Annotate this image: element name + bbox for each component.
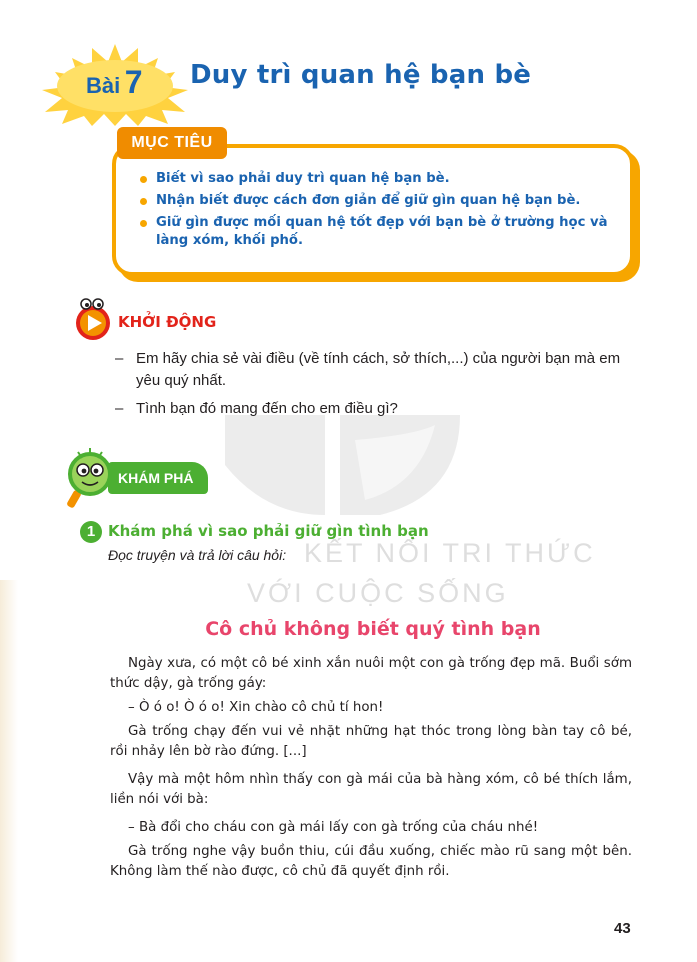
dash-bullet: – [115, 350, 124, 367]
lesson-label: Bài [86, 73, 121, 98]
reading-instruction: Đọc truyện và trả lời câu hỏi: [108, 547, 287, 563]
play-mascot-icon [70, 296, 116, 342]
objective-item: Biết vì sao phải duy trì quan hệ bạn bè. [138, 170, 618, 188]
objective-item: Giữ gìn được mối quan hệ tốt đẹp với bạn bè ở trường học và làng xóm, khối phố. [138, 214, 618, 250]
story-title: Cô chủ không biết quý tình bạn [205, 618, 541, 640]
story-paragraph: Gà trống nghe vậy buồn thiu, cúi đầu xuống, chiếc mào rũ sang một bên. Không làm thế nào được, cô chủ đã quyết định rồi. [110, 844, 632, 879]
watermark-line-2: VỚI CUỘC SỐNG [247, 578, 509, 608]
magnifier-mascot-icon [64, 446, 120, 508]
dash-bullet: – [115, 400, 124, 417]
story-paragraph: Gà trống chạy đến vui vẻ nhặt những hạt thóc trong lòng bàn tay cô bé, rồi nhảy lên bờ rào đứng. [...] [110, 724, 632, 759]
explore-tag: KHÁM PHÁ [108, 462, 208, 494]
lesson-number: 7 [124, 64, 143, 100]
question-text: Tình bạn đó mang đến cho em điều gì? [136, 400, 398, 417]
lesson-title: Duy trì quan hệ bạn bè [190, 60, 532, 90]
story-paragraph: Vậy mà một hôm nhìn thấy con gà mái của bà hàng xóm, cô bé thích lắm, liền nói với bà: [110, 772, 632, 807]
objective-item: Nhận biết được cách đơn giản để giữ gìn quan hệ bạn bè. [138, 192, 618, 210]
story-paragraph: – Ò ó o! Ò ó o! Xin chào cô chủ tí hon! [128, 700, 384, 715]
question-text: Em hãy chia sẻ vài điều (về tính cách, sở thích,...) của người bạn mà em yêu quý nhất. [136, 350, 621, 389]
section-title: Khám phá vì sao phải giữ gìn tình bạn [108, 522, 429, 540]
objectives-heading: MỤC TIÊU [117, 127, 227, 159]
story-paragraph: – Bà đổi cho cháu con gà mái lấy con gà trống của cháu nhé! [128, 820, 539, 835]
watermark-line-1: KẾT NỐI TRI THỨC [304, 538, 596, 568]
lesson-number-badge [86, 64, 143, 101]
section-number-badge: 1 [80, 521, 102, 543]
page-number: 43 [614, 920, 631, 937]
objectives-list [138, 170, 618, 254]
story-paragraph: Ngày xưa, có một cô bé xinh xắn nuôi một con gà trống đẹp mã. Buổi sớm thức dậy, gà trống gáy: [110, 656, 632, 691]
warmup-question [115, 398, 640, 420]
warmup-question [115, 348, 640, 392]
warmup-heading: KHỞI ĐỘNG [118, 313, 217, 331]
